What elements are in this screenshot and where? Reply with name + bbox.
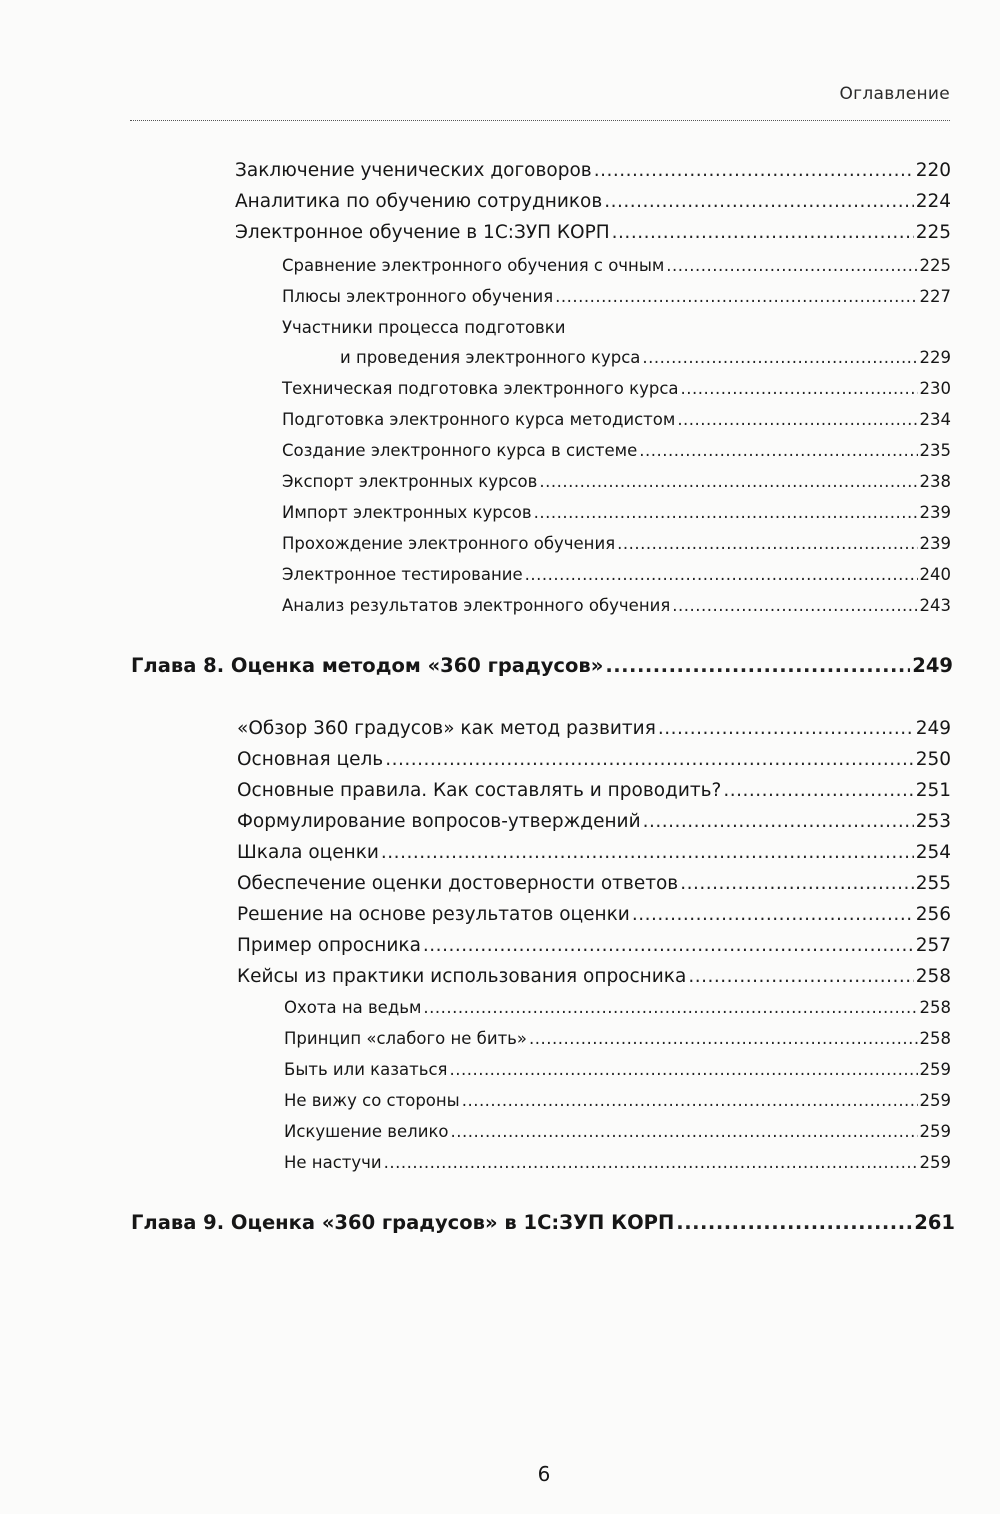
toc-entry-page: 229 — [919, 348, 951, 367]
toc-leader — [680, 873, 913, 894]
toc-leader — [672, 596, 917, 615]
toc-entry-title: Быть или казаться — [284, 1060, 448, 1079]
toc-entry-title: Охота на ведьм — [284, 998, 422, 1017]
toc-subentry[interactable] — [282, 256, 951, 275]
toc-entry-page: 251 — [915, 780, 951, 801]
toc-entry[interactable] — [237, 904, 951, 925]
toc-entry-page: 238 — [919, 472, 951, 491]
toc-subentry[interactable] — [282, 410, 951, 429]
toc-entry-title: Анализ результатов электронного обучения — [282, 596, 671, 615]
toc-leader — [676, 1211, 912, 1234]
toc-subentry[interactable] — [282, 287, 951, 306]
toc-leader — [666, 256, 917, 275]
toc-entry-title: Формулирование вопросов-утверждений — [237, 811, 641, 832]
toc-entry-page: 230 — [919, 379, 951, 398]
toc-leader — [385, 749, 913, 770]
toc-entry-page: 256 — [915, 904, 951, 925]
toc-entry-page: 258 — [919, 998, 951, 1017]
toc-leader — [384, 1153, 918, 1172]
toc-leader — [381, 842, 914, 863]
toc-leader — [632, 904, 914, 925]
toc-entry-title: Подготовка электронного курса методистом — [282, 410, 676, 429]
toc-leader — [617, 534, 917, 553]
toc-entry-page: 257 — [915, 935, 951, 956]
toc-leader — [449, 1060, 917, 1079]
toc-entry-page: 234 — [919, 410, 951, 429]
toc-entry-title: Пример опросника — [237, 935, 421, 956]
toc-chapter[interactable] — [131, 654, 953, 677]
toc-entry-page: 227 — [919, 287, 951, 306]
toc-entry-page: 225 — [915, 222, 951, 243]
toc-entry-title: Аналитика по обучению сотрудников — [235, 191, 603, 212]
toc-entry-page: 259 — [919, 1153, 951, 1172]
toc-entry-title: Сравнение электронного обучения с очным — [282, 256, 665, 275]
toc-entry[interactable] — [237, 966, 951, 987]
toc-entry-page: 225 — [919, 256, 951, 275]
toc-entry-title: Основные правила. Как составлять и проводить? — [237, 780, 722, 801]
toc-subentry-title-line1[interactable]: Участники процесса подготовки — [282, 318, 566, 337]
toc-entry-title: Обеспечение оценки достоверности ответов — [237, 873, 679, 894]
toc-entry-title: Заключение ученических договоров — [235, 160, 592, 181]
toc-entry[interactable] — [237, 935, 951, 956]
toc-entry-title: Не вижу со стороны — [284, 1091, 460, 1110]
toc-entry-page: 258 — [919, 1029, 951, 1048]
toc-leader — [658, 718, 914, 739]
toc-entry-page: 259 — [919, 1122, 951, 1141]
toc-entry-title: Создание электронного курса в системе — [282, 441, 638, 460]
toc-entry-title: Решение на основе результатов оценки — [237, 904, 630, 925]
toc-entry-page: 250 — [915, 749, 951, 770]
toc-entry-page: 258 — [915, 966, 951, 987]
toc-leader — [423, 935, 914, 956]
toc-entry-page: 239 — [919, 534, 951, 553]
toc-subentry[interactable] — [284, 1122, 951, 1141]
page-number: 6 — [537, 1462, 551, 1486]
toc-entry[interactable] — [235, 160, 951, 181]
toc-entry-title: Кейсы из практики использования опросника — [237, 966, 687, 987]
toc-entry-title: Техническая подготовка электронного курса — [282, 379, 679, 398]
toc-chapter[interactable] — [131, 1211, 955, 1234]
toc-leader — [612, 222, 914, 243]
toc-entry-title: Прохождение электронного обучения — [282, 534, 616, 553]
toc-subentry[interactable] — [282, 503, 951, 522]
toc-entry-page: 243 — [919, 596, 951, 615]
toc-entry-page: 254 — [915, 842, 951, 863]
toc-subentry[interactable] — [284, 1060, 951, 1079]
toc-entry-page: 240 — [919, 565, 951, 584]
toc-entry-title: Электронное тестирование — [282, 565, 523, 584]
toc-entry-title: Глава 8. Оценка методом «360 градусов» — [131, 654, 604, 677]
toc-leader — [639, 441, 917, 460]
toc-leader — [539, 472, 917, 491]
toc-leader — [555, 287, 917, 306]
toc-leader — [423, 998, 917, 1017]
toc-subentry[interactable] — [282, 472, 951, 491]
toc-leader — [451, 1122, 918, 1141]
toc-entry-title: Электронное обучение в 1С:ЗУП КОРП — [235, 222, 610, 243]
toc-entry-title: Основная цель — [237, 749, 384, 770]
toc-entry-page: 259 — [919, 1091, 951, 1110]
toc-entry-page: 235 — [919, 441, 951, 460]
running-header: Оглавление — [839, 84, 950, 104]
toc-entry-title: Искушение велико — [284, 1122, 449, 1141]
toc-entry[interactable] — [237, 873, 951, 894]
toc-entry[interactable] — [237, 749, 951, 770]
toc-entry-page: 259 — [919, 1060, 951, 1079]
toc-leader — [642, 348, 917, 367]
toc-subentry[interactable] — [282, 565, 951, 584]
toc-leader — [604, 191, 913, 212]
toc-leader — [677, 410, 917, 429]
toc-leader — [529, 1029, 918, 1048]
header-rule — [130, 120, 950, 121]
toc-entry[interactable] — [235, 191, 951, 212]
toc-leader — [643, 811, 914, 832]
toc-leader — [681, 379, 918, 398]
toc-subentry[interactable] — [284, 1029, 951, 1048]
toc-entry-title: Экспорт электронных курсов — [282, 472, 538, 491]
toc-entry-page: 224 — [915, 191, 951, 212]
toc-entry-title: Импорт электронных курсов — [282, 503, 532, 522]
toc-entry-page: 249 — [912, 654, 953, 677]
toc-subentry[interactable] — [284, 1153, 951, 1172]
toc-entry-page: 249 — [915, 718, 951, 739]
toc-entry-page: 253 — [915, 811, 951, 832]
toc-subentry[interactable] — [340, 348, 951, 367]
toc-leader — [525, 565, 918, 584]
toc-entry-title: «Обзор 360 градусов» как метод развития — [237, 718, 656, 739]
toc-subentry[interactable] — [282, 596, 951, 615]
toc-subentry[interactable] — [282, 534, 951, 553]
toc-leader — [688, 966, 913, 987]
toc-subentry[interactable] — [284, 998, 951, 1017]
toc-entry-title: Глава 9. Оценка «360 градусов» в 1С:ЗУП КОРП — [131, 1211, 675, 1234]
toc-leader — [534, 503, 918, 522]
toc-entry-page: 261 — [914, 1211, 955, 1234]
toc-leader — [462, 1091, 918, 1110]
toc-subentry[interactable] — [282, 379, 951, 398]
toc-entry[interactable] — [237, 718, 951, 739]
toc-entry[interactable] — [237, 842, 951, 863]
toc-subentry[interactable] — [284, 1091, 951, 1110]
toc-leader — [605, 654, 910, 677]
toc-entry-title: Принцип «слабого не бить» — [284, 1029, 527, 1048]
toc-subentry[interactable] — [282, 441, 951, 460]
toc-leader — [594, 160, 914, 181]
toc-entry-page: 239 — [919, 503, 951, 522]
toc-entry-title: Шкала оценки — [237, 842, 379, 863]
toc-entry-page: 220 — [915, 160, 951, 181]
toc-entry-title: Не настучи — [284, 1153, 382, 1172]
toc-entry[interactable] — [237, 780, 951, 801]
toc-leader — [723, 780, 913, 801]
toc-entry-title: и проведения электронного курса — [340, 348, 641, 367]
toc-entry[interactable] — [237, 811, 951, 832]
toc-entry[interactable] — [235, 222, 951, 243]
toc-entry-title: Плюсы электронного обучения — [282, 287, 554, 306]
toc-entry-page: 255 — [915, 873, 951, 894]
